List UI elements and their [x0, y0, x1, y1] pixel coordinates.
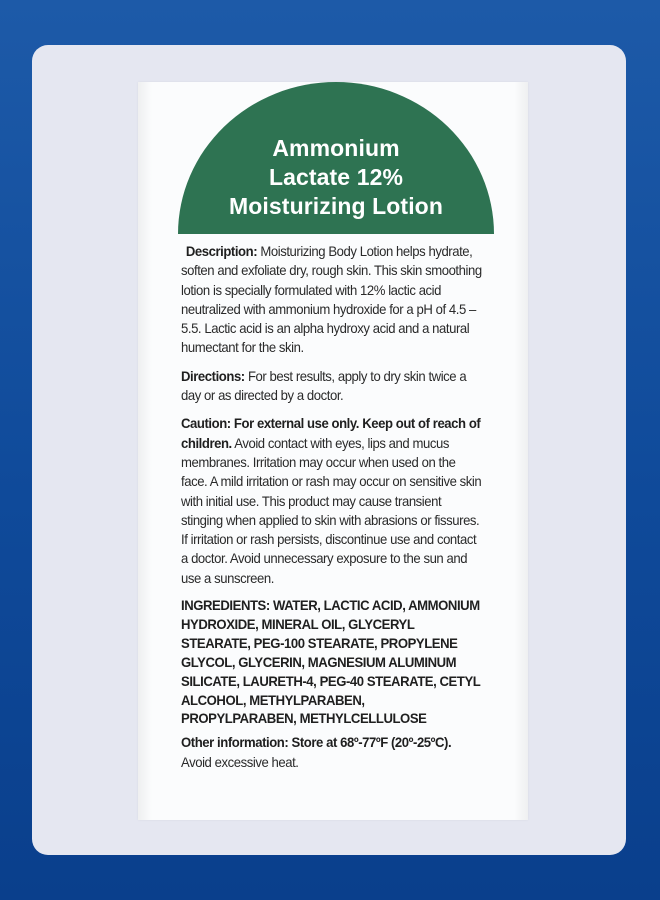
label-shading-right [514, 82, 528, 820]
other-information-heading: Other information: Store at 68º-77ºF (20º-25ºC). [181, 735, 452, 751]
caution-text: Avoid contact with eyes, lips and mucus membranes. Irritation may occur when used on the face. A mild irritation or rash may occur on sensitive skin with initial use. This product may cause transient stinging when applied to skin with abrasions or fissures. If irritation or rash persists, discontinue use and contact a doctor. Avoid unnecessary exposure to the sun and use a sunscreen. [181, 435, 482, 586]
product-title-line: Moisturizing Lotion [229, 193, 443, 219]
directions-heading: Directions: [181, 368, 245, 384]
directions-text: For best results, apply to dry skin twice a day or as directed by a doctor. [181, 368, 467, 404]
directions-section [181, 367, 482, 406]
product-label [138, 82, 528, 820]
label-shading-left [138, 82, 152, 820]
ingredients-heading: INGREDIENTS: [181, 598, 270, 614]
product-title-line: Lactate 12% [268, 164, 404, 190]
other-information-section [181, 733, 482, 772]
other-information-text: Avoid excessive heat. [181, 754, 299, 770]
ingredients-section [181, 597, 482, 729]
description-heading: Description: [185, 244, 258, 259]
product-title-line: Ammonium [272, 135, 400, 161]
description-section [181, 242, 482, 358]
label-text [181, 242, 482, 781]
description-text: Moisturizing Body Lotion helps hydrate, soften and exfoliate dry, rough skin. This skin smoothing lotion is specially formulated with 12% lactic acid neutralized with ammonium hydroxide for a pH of 4.5 – 5.5. Lactic acid is an alpha hydroxy acid and a natural humectant for the skin. [181, 244, 482, 356]
caution-section [181, 414, 482, 588]
title-dome [178, 82, 494, 234]
product-title [178, 134, 494, 221]
ingredients-text: WATER, LACTIC ACID, AMMONIUM HYDROXIDE, MINERAL OIL, GLYCERYL STEARATE, PEG-100 STEARATE, PROPYLENE GLYCOL, GLYCERIN, MAGNESIUM ALUMINUM SILICATE, LAURETH-4, PEG-40 STEARATE, CETYL ALCOHOL, METHYLPARABEN, PROPYLPARABEN, METHYLCELLULOSE [181, 598, 481, 727]
caution-heading: Caution: For external use only. Keep out of reach of children. [181, 416, 481, 451]
